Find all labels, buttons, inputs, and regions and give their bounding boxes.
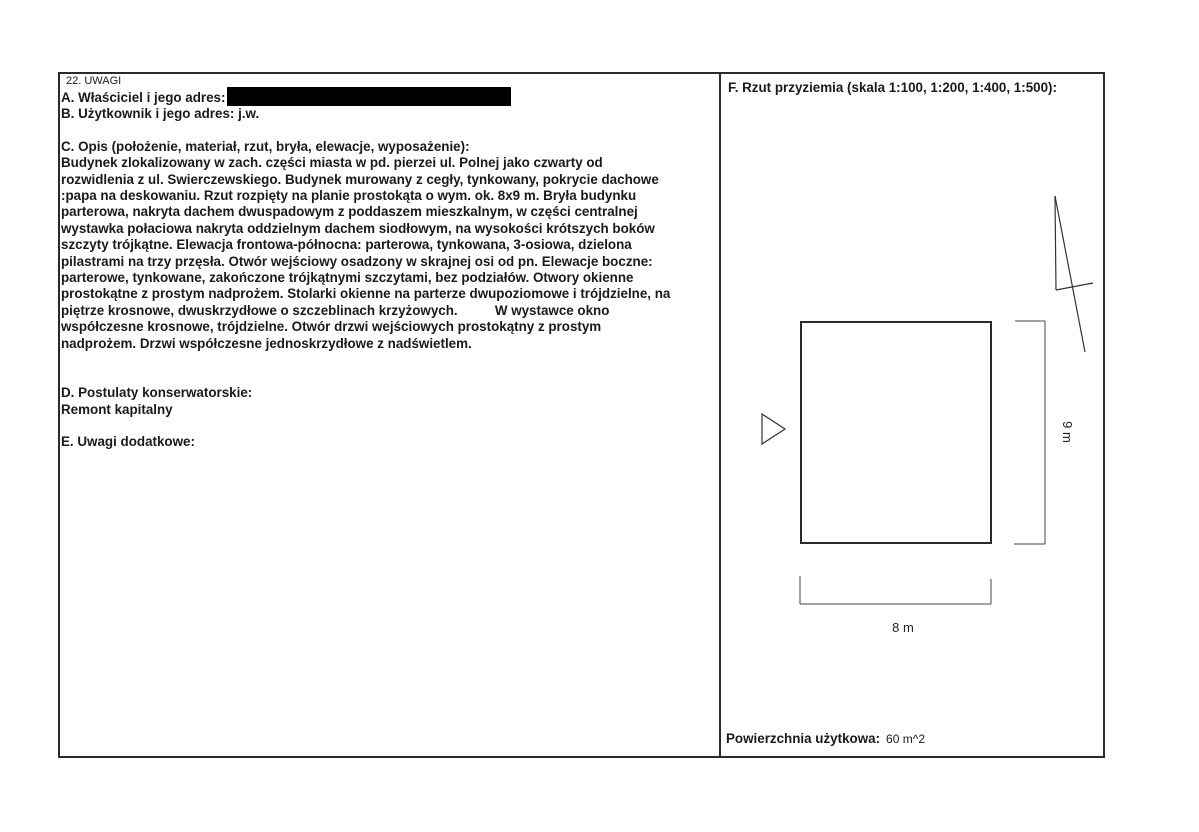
description-line: Budynek zlokalizowany w zach. części miasta w pd. pierzei ul. Polnej jako czwarty od (61, 155, 603, 171)
depth-label: 9 m (1060, 421, 1075, 443)
description-line: współczesne krosnowe, trójdzielne. Otwór drzwi wejściowych prostokątny z prostym (61, 319, 602, 335)
usable-area-row (726, 730, 925, 748)
floor-plan-panel (721, 74, 1103, 756)
description-heading: C. Opis (położenie, materiał, rzut, bryła, elewacje, wyposażenie): (61, 138, 470, 154)
width-dimension (800, 576, 991, 604)
description-line: parterowe, tynkowane, zakończone trójkątnymi szczytami, bez podziałów. Otwory okienne (61, 270, 634, 286)
owner-row (61, 87, 715, 106)
description-line: nadprożem. Drzwi współczesne jednoskrzydłowe z nadświetlem. (61, 335, 472, 351)
owner-address-redacted (227, 87, 511, 106)
user-label: B. Użytkownik i jego adres: (61, 106, 235, 122)
user-row (61, 106, 715, 122)
north-arrow-icon (1055, 196, 1093, 352)
description-section (61, 139, 715, 352)
conservation-heading: D. Postulaty konserwatorskie: (61, 385, 253, 401)
description-line: piętrze krosnowe, dwuskrzydłowe o szczeblinach krzyżowych. W wystawce okno (61, 302, 610, 318)
remarks-panel (60, 74, 719, 756)
description-line: szczyty trójkątne. Elewacja frontowa-północna: parterowa, tynkowana, 3-osiowa, dzielona (61, 237, 632, 253)
description-line: :papa na deskowaniu. Rzut rozpięty na planie prostokąta o wym. ok. 8x9 m. Bryła budynku (61, 188, 637, 204)
remarks-heading: E. Uwagi dodatkowe: (61, 433, 195, 449)
usable-area-label: Powierzchnia użytkowa: (726, 731, 881, 746)
heritage-record-card (58, 72, 1105, 758)
user-value: j.w. (238, 106, 260, 122)
depth-dimension (1014, 321, 1045, 544)
conservation-value: Remont kapitalny (61, 401, 173, 417)
description-line: rozwidlenia z ul. Swierczewskiego. Budynek murowany z cegły, tynkowany, pokrycie dachowe (61, 171, 659, 187)
description-line: wystawka połaciowa nakryta oddzielnym dachem siodłowym, na wysokości krótszych boków (61, 220, 655, 236)
building-outline (801, 322, 991, 543)
floor-plan-heading: F. Rzut przyziemia (skala 1:100, 1:200, 1:400, 1:500): (728, 80, 1057, 95)
entrance-triangle-icon (762, 414, 785, 444)
owner-label: A. Właściciel i jego adres: (61, 90, 226, 105)
floor-plan-drawing (721, 74, 1107, 760)
usable-area-value: 60 m^2 (886, 732, 926, 746)
description-line: parterowa, nakryta dachem dwuspadowym z poddaszem mieszkalnym, w części centralnej (61, 204, 638, 220)
section-number: 22. UWAGI (66, 75, 122, 87)
width-label: 8 m (892, 620, 914, 635)
description-line: prostokątne z prostym nadprożem. Stolarki okienne na parterze dwupoziomowe i trójdzielne, na (61, 286, 671, 302)
description-line: pilastrami na trzy przęsła. Otwór wejściowy osadzony w skrajnej osi od pn. Elewacje boczne: (61, 253, 653, 269)
